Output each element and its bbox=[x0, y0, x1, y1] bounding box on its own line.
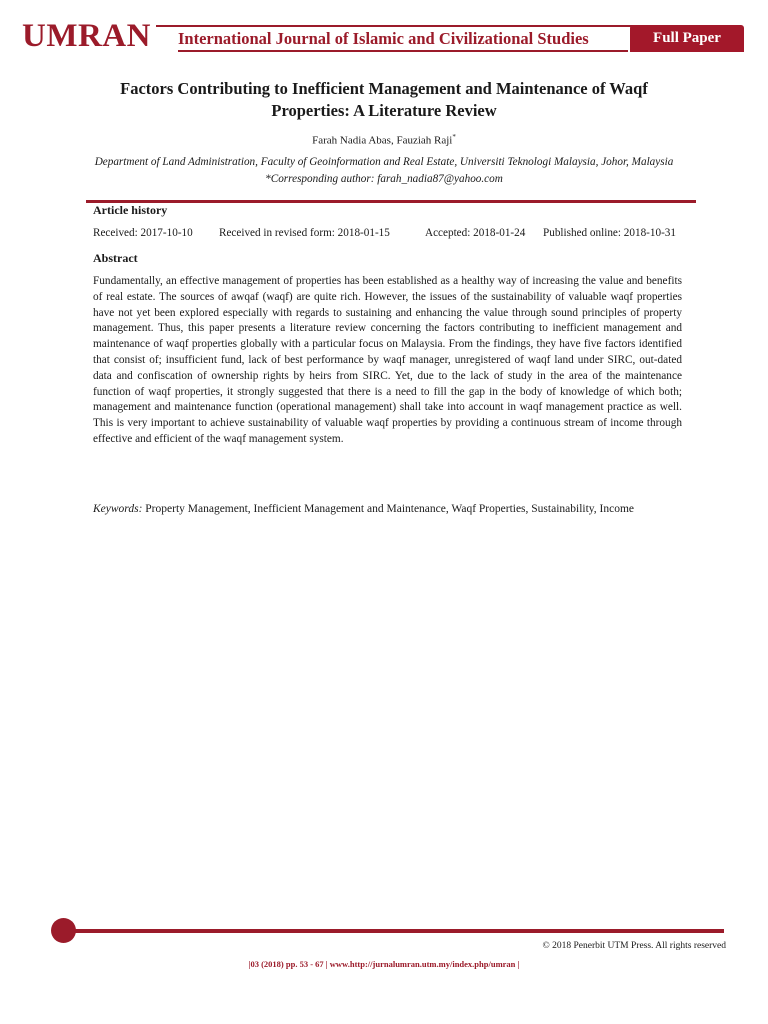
citation-footer: |03 (2018) pp. 53 - 67 | www.http://jurnalumran.utm.my/index.php/umran | bbox=[248, 959, 520, 969]
paper-type-badge: Full Paper bbox=[630, 25, 744, 52]
header-rule-bottom bbox=[178, 50, 628, 52]
corresponding-author: *Corresponding author: farah_nadia87@yahoo.com bbox=[265, 173, 503, 185]
abstract-text: Fundamentally, an effective management of properties has been established as a healthy way of increasing the value and benefits of real estate. The sources of awqaf (waqf) are quite rich. However, the issues of the sustainability of valuable waqf properties have not yet been explored especially with regards to sustaining and enhancing the value through sound principles of property management. Thus, this paper presents a literature review concerning the factors contributing to inefficient management and maintenance of waqf properties globally with a particular focus on Malaysia. From the findings, they have five factors identified that consist of; insufficient fund, lack of best performance by waqf manager, unregistered of waqf land under SIRC, out-dated data and confiscation of ownership rights by heirs from SIRC. Yet, due to the lack of study in the area of the maintenance function of waqf properties, it strongly suggested that there is a need to fill the gap in the body of knowledge of which both; management and maintenance function (operational management) shall take into account in waqf management practice as well. This is very important to achieve sustainability of valuable waqf properties by providing a continuous stream of income through effective and efficient of the waqf management system. bbox=[93, 275, 682, 445]
authors-text: Farah Nadia Abas, Fauziah Raji bbox=[312, 134, 453, 147]
affiliation: Department of Land Administration, Faculty of Geoinformation and Real Estate, Universiti Teknologi Malaysia, Johor, Malaysia bbox=[94, 156, 674, 168]
footer-circle-ornament bbox=[51, 918, 76, 943]
affiliation-block bbox=[80, 155, 688, 186]
article-history-heading: Article history bbox=[93, 203, 168, 217]
author-list bbox=[80, 130, 688, 148]
section-divider bbox=[86, 200, 696, 203]
journal-name: International Journal of Islamic and Civilizational Studies bbox=[178, 29, 589, 48]
header-rule-top bbox=[156, 25, 636, 27]
paper-title: Factors Contributing to Inefficient Management and Maintenance of Waqf Properties: A Literature Review bbox=[120, 79, 648, 120]
received-date: Received: 2017-10-10 bbox=[93, 227, 193, 239]
keywords-text: Property Management, Inefficient Management and Maintenance, Waqf Properties, Sustainability, Income bbox=[145, 503, 635, 515]
corresponding-marker: * bbox=[452, 133, 456, 141]
revised-date: Received in revised form: 2018-01-15 bbox=[219, 227, 390, 239]
footer-rule bbox=[60, 929, 724, 933]
copyright-notice: © 2018 Penerbit UTM Press. All rights reserved bbox=[542, 941, 726, 951]
journal-logo-text: UMRAN bbox=[22, 18, 151, 54]
published-date: Published online: 2018-10-31 bbox=[543, 227, 676, 239]
keywords bbox=[93, 501, 683, 517]
accepted-date: Accepted: 2018-01-24 bbox=[425, 227, 526, 239]
abstract-heading: Abstract bbox=[93, 251, 138, 265]
keywords-label: Keywords: bbox=[93, 503, 143, 515]
